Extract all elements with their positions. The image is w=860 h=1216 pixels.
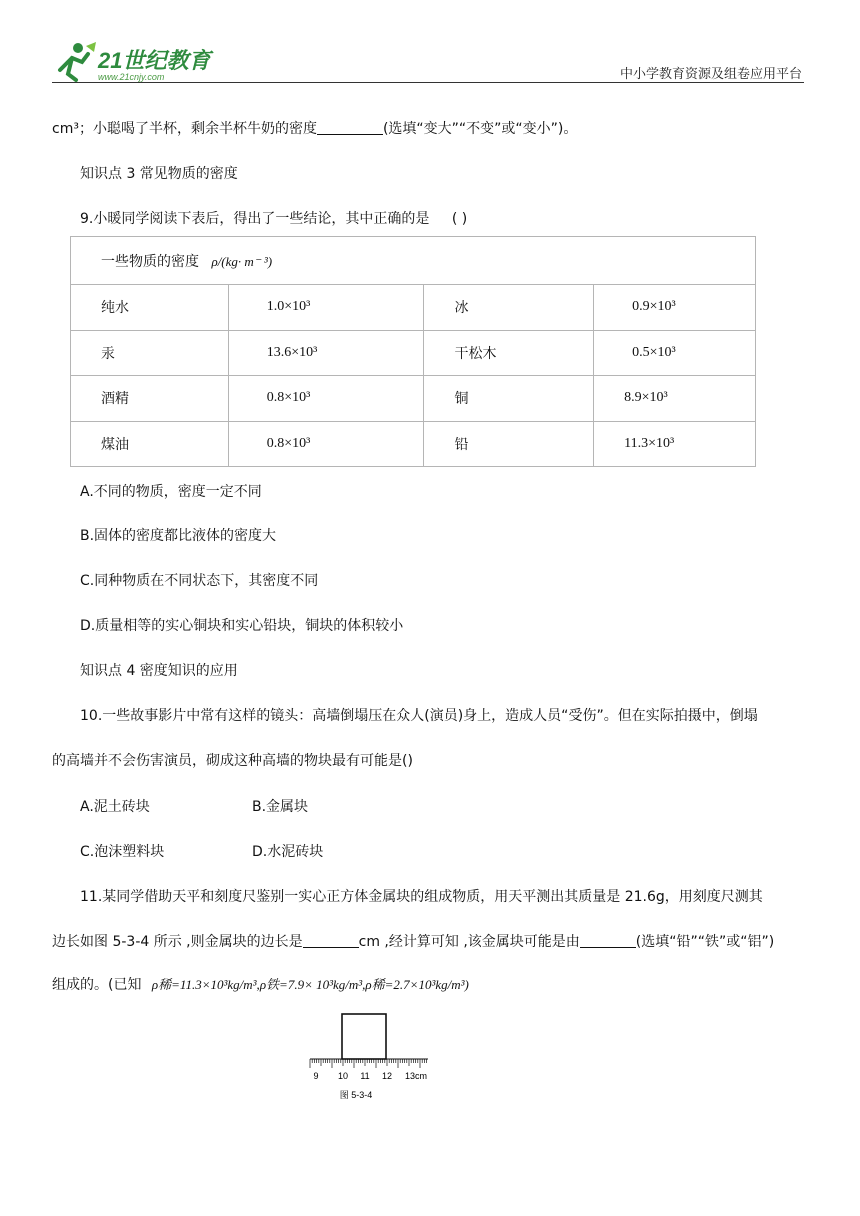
density-cell: 0.8×10³ — [228, 376, 424, 422]
q10-option-b[interactable]: B.金属块 — [252, 799, 309, 815]
q11-line2 — [52, 931, 774, 951]
q8-answer-blank[interactable] — [317, 121, 383, 135]
table-row — [71, 376, 756, 422]
q10-option-d[interactable]: D.水泥砖块 — [252, 844, 324, 860]
q11-line1: 11.某同学借助天平和刻度尺鉴别一实心正方体金属块的组成物质，用天平测出其质量是 21.6g，用刻度尺测其 — [80, 889, 763, 905]
table-row — [71, 330, 756, 376]
substance-cell: 冰 — [424, 285, 594, 331]
q11-rho-lead: ρ稀=11.3×10³kg/m³, — [151, 977, 260, 992]
q9-option-d[interactable]: D.质量相等的实心铜块和实心铅块，铜块的体积较小 — [80, 618, 404, 634]
q11-rho-iron: ρ铁=7.9× 10³kg/m³, — [259, 977, 366, 992]
table-title: 一些物质的密度 — [101, 253, 199, 270]
q8-tail — [52, 118, 577, 138]
q9-answer-paren[interactable]: ( ) — [451, 211, 468, 227]
density-cell: 13.6×10³ — [228, 330, 424, 376]
substance-cell: 铜 — [424, 376, 594, 422]
q11-material-blank[interactable] — [580, 934, 636, 948]
tick-label: 10 — [337, 1071, 349, 1081]
q10-line2: 的高墙并不会伤害演员，砌成这种高墙的物块最有可能是() — [52, 753, 413, 769]
table-unit: ρ/(kg· m⁻ ³) — [211, 253, 273, 269]
q9-option-c[interactable]: C.同种物质在不同状态下，其密度不同 — [80, 573, 319, 589]
tick-label: 11 — [360, 1071, 370, 1081]
density-table — [70, 236, 756, 467]
tick-label: 13cm — [404, 1071, 428, 1081]
metal-block — [342, 1014, 386, 1059]
table-title-cell — [71, 237, 756, 285]
q11-line2-c: (选填“铅”“铁”或“铝”) — [635, 934, 775, 950]
substance-cell: 汞 — [71, 330, 229, 376]
q11-line3-text: 组成的。(已知 — [52, 977, 142, 993]
density-cell: 0.9×10³ — [594, 285, 756, 331]
q11-rho-aluminum: ρ稀=2.7×10³kg/m³) — [365, 977, 469, 992]
table-row — [71, 285, 756, 331]
platform-name: 中小学教育资源及组卷应用平台 — [619, 67, 802, 82]
density-cell: 11.3×10³ — [594, 421, 756, 467]
q9-stem-text: 9.小暖同学阅读下表后，得出了一些结论，其中正确的是 — [80, 211, 430, 227]
q11-line3 — [52, 974, 469, 994]
q11-line2-b: cm ,经计算可知 ,该金属块可能是由 — [358, 934, 580, 950]
ruler-ticks — [310, 1059, 427, 1068]
knowledge-point-4: 知识点 4 密度知识的应用 — [80, 663, 238, 679]
figure-caption: 图 5-3-4 — [339, 1090, 373, 1100]
tick-label: 9 — [313, 1071, 319, 1081]
q10-option-a[interactable]: A.泥土砖块 — [80, 799, 150, 815]
substance-cell: 酒精 — [71, 376, 229, 422]
logo-text: 21世纪教育 — [98, 48, 211, 73]
q11-length-blank[interactable] — [303, 934, 359, 948]
density-cell: 0.5×10³ — [594, 330, 756, 376]
q9-stem — [80, 208, 467, 228]
knowledge-point-3: 知识点 3 常见物质的密度 — [80, 166, 238, 182]
logo-url: www.21cnjy.com — [98, 72, 165, 82]
q10-line1: 10.一些故事影片中常有这样的镜头：高墙倒塌压在众人(演员)身上，造成人员“受伤”。但在实际拍摄中，倒塌 — [80, 708, 758, 724]
q8-unit-text: cm³；小聪喝了半杯，剩余半杯牛奶的密度 — [52, 121, 317, 137]
q8-hint: (选填“变大”“不变”或“变小”)。 — [382, 121, 578, 137]
header-divider — [52, 82, 804, 83]
density-cell: 0.8×10³ — [228, 421, 424, 467]
q11-line2-a: 边长如图 5-3-4 所示 ,则金属块的边长是 — [52, 934, 303, 950]
substance-cell: 纯水 — [71, 285, 229, 331]
substance-cell: 铅 — [424, 421, 594, 467]
table-row — [71, 421, 756, 467]
q10-option-c[interactable]: C.泡沫塑料块 — [80, 844, 165, 860]
substance-cell: 干松木 — [424, 330, 594, 376]
runner-logo-icon — [52, 40, 222, 84]
q9-option-b[interactable]: B.固体的密度都比液体的密度大 — [80, 528, 277, 544]
density-cell: 1.0×10³ — [228, 285, 424, 331]
q9-option-a[interactable]: A.不同的物质，密度一定不同 — [80, 484, 262, 500]
substance-cell: 煤油 — [71, 421, 229, 467]
ruler-figure — [306, 1010, 436, 1105]
tick-label: 12 — [381, 1071, 393, 1081]
density-cell: 8.9×10³ — [594, 376, 756, 422]
logo — [52, 40, 222, 84]
